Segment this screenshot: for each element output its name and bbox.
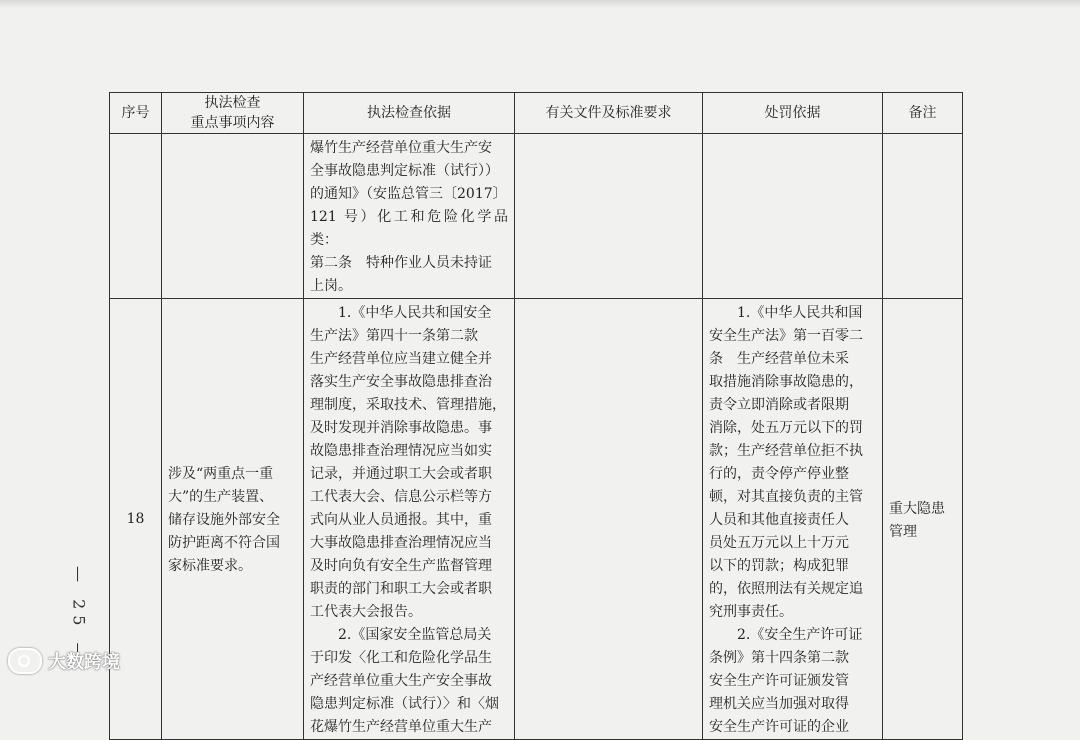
header-remark: 备注 xyxy=(883,93,963,134)
text-line: 顿，对其直接负责的主管 xyxy=(709,489,863,505)
text-line: 121 号）化工和危险化学品类： xyxy=(310,209,508,248)
cell-remark xyxy=(883,299,963,740)
header-basis: 执法检查依据 xyxy=(304,93,515,134)
text-line: 的通知》（安监总管三〔2017〕 xyxy=(310,186,507,202)
cell-docs xyxy=(515,134,703,299)
text-line: 安全生产许可证颁发管 xyxy=(709,673,849,689)
cell-penalty xyxy=(703,134,883,299)
cell-penalty xyxy=(703,299,883,740)
text-line: 取措施消除事故隐患的， xyxy=(709,374,863,390)
text-line: 全事故隐患判定标准（试行）） xyxy=(310,163,499,179)
text-line: 安全生产许可证的企业 xyxy=(709,719,849,735)
header-no: 序号 xyxy=(110,93,162,134)
text-line: 涉及“两重点一重 xyxy=(168,466,274,482)
text-line: 第二条 特种作业人员未持证 xyxy=(310,255,492,271)
text-line: 及时向负有安全生产监督管理 xyxy=(310,558,492,574)
watermark-text: 大数跨境 xyxy=(48,652,120,673)
text-line: 重大隐患 xyxy=(889,500,945,517)
text-line: 爆竹生产经营单位重大生产安 xyxy=(310,140,492,156)
text-line: 2.《安全生产许可证 xyxy=(737,627,863,643)
text-line: 上岗。 xyxy=(310,278,352,294)
text-line: 储存设施外部安全 xyxy=(168,512,280,528)
text-line: 的，依照刑法有关规定追 xyxy=(709,581,863,597)
text-line: 管理 xyxy=(889,523,917,540)
text-line: 产经营单位重大生产安全事故 xyxy=(310,673,492,689)
cell-item xyxy=(162,134,304,299)
text-line: 安全生产法》第一百零二 xyxy=(709,328,863,344)
text-line: 工代表大会、信息公示栏等方 xyxy=(310,489,492,505)
text-line: 职责的部门和职工大会或者职 xyxy=(310,581,492,597)
text-line: 生产经营单位应当建立健全并 xyxy=(310,351,492,367)
text-line: 大事故隐患排查治理情况应当 xyxy=(310,535,492,551)
text-line: 式向从业人员通报。其中，重 xyxy=(310,512,492,528)
text-line: 行的，责令停产停业整 xyxy=(709,466,849,482)
cell-remark xyxy=(883,134,963,299)
text-line: 理机关应当加强对取得 xyxy=(709,696,849,712)
cell-no: 18 xyxy=(110,299,162,740)
text-line: 花爆竹生产经营单位重大生产 xyxy=(310,719,492,735)
text-line: 1.《中华人民共和国 xyxy=(737,305,863,321)
header-docs: 有关文件及标准要求 xyxy=(515,93,703,134)
table-row-continued xyxy=(110,134,963,299)
text-line: 人员和其他直接责任人 xyxy=(709,512,849,528)
page-number: — 25 — xyxy=(69,565,89,665)
text-line: 以下的罚款；构成犯罪 xyxy=(709,558,849,574)
text-line: 记录，并通过职工大会或者职 xyxy=(310,466,492,482)
text-line: 生产法》第四十一条第二款 xyxy=(310,328,478,344)
header-penalty: 处罚依据 xyxy=(703,93,883,134)
text-line: 故隐患排查治理情况应当如实 xyxy=(310,443,492,459)
watermark-logo-icon xyxy=(8,648,42,674)
text-line: 防护距离不符合国 xyxy=(168,535,280,551)
text-line: 及时发现并消除事故隐患。事 xyxy=(310,420,492,436)
text-line: 责令立即消除或者限期 xyxy=(709,397,849,413)
text-line: 于印发〈化工和危险化学品生 xyxy=(310,650,492,666)
text-line: 究刑事责任。 xyxy=(709,604,793,620)
text-line: 消除，处五万元以下的罚 xyxy=(709,420,863,436)
header-item-line: 重点事项内容 xyxy=(190,115,275,131)
text-line: 1.《中华人民共和国安全 xyxy=(338,305,492,321)
cell-basis xyxy=(304,299,515,740)
header-item-line: 执法检查 xyxy=(204,95,261,111)
text-line: 员处五万元以上十万元 xyxy=(709,535,849,551)
text-line: 款；生产经营单位拒不执 xyxy=(709,443,863,459)
cell-docs xyxy=(515,299,703,740)
enforcement-table xyxy=(109,92,963,740)
text-line: 大”的生产装置、 xyxy=(168,489,274,505)
text-line: 落实生产安全事故隐患排查治 xyxy=(310,374,492,390)
text-line: 理制度，采取技术、管理措施， xyxy=(310,397,506,413)
table-row-18 xyxy=(110,299,963,740)
cell-no xyxy=(110,134,162,299)
text-line: 隐患判定标准（试行）〉和〈烟 xyxy=(310,696,499,712)
table-header-row xyxy=(110,93,963,134)
text-line: 工代表大会报告。 xyxy=(310,604,422,620)
cell-item xyxy=(162,299,304,740)
text-line: 条例》第十四条第二款 xyxy=(709,650,849,666)
text-line: 家标准要求。 xyxy=(168,558,252,574)
text-line: 2.《国家安全监管总局关 xyxy=(338,627,492,643)
text-line: 条 生产经营单位未采 xyxy=(709,351,849,367)
cell-basis xyxy=(304,134,515,299)
watermark xyxy=(8,646,120,676)
header-item xyxy=(162,93,304,134)
scan-edge xyxy=(0,0,1080,8)
